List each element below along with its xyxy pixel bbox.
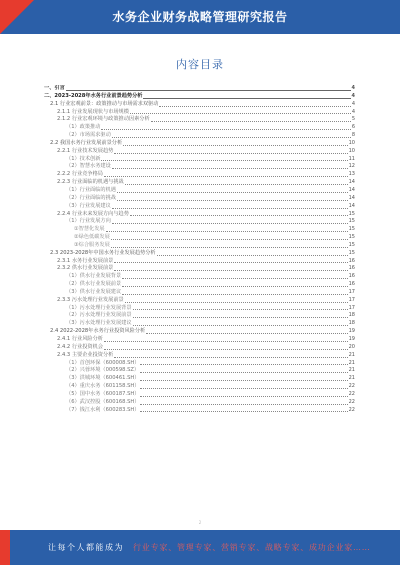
footer-accent (0, 530, 10, 565)
toc-entry-page: 20 (348, 343, 355, 350)
toc-entry-text: 2.3 2023-2028年中国水务行业发展趋势分析 (50, 249, 156, 256)
toc-entry-text: 2.4 2022-2028年水务行业投资风险分析 (50, 328, 146, 335)
table-of-contents (44, 85, 355, 515)
toc-leader-dots (146, 333, 347, 334)
toc-leader-dots (122, 278, 347, 279)
toc-leader-dots (117, 200, 348, 201)
toc-entry[interactable] (44, 407, 355, 415)
toc-entry-text: （6）武汉控股（600168.SH） (66, 398, 140, 405)
toc-entry-page: 16 (348, 265, 355, 272)
toc-entry-page: 22 (348, 406, 355, 413)
toc-entry[interactable] (44, 344, 355, 352)
toc-entry-text: （1）行业面临的机遇 (66, 186, 116, 193)
toc-entry-text: （5）国中水务（600187.SH） (66, 390, 140, 397)
toc-entry-text: （7）钱江水利（600283.SH） (66, 406, 140, 413)
toc-leader-dots (133, 309, 348, 310)
toc-entry[interactable] (44, 187, 355, 195)
toc-entry[interactable] (44, 195, 355, 203)
toc-leader-dots (104, 176, 348, 177)
page-number: 2 (198, 520, 202, 525)
toc-entry[interactable] (44, 234, 355, 242)
toc-entry-page: 10 (348, 139, 355, 146)
toc-entry-text: （1）技术创新 (66, 155, 101, 162)
toc-entry-text: ③综合服务发展 (74, 241, 110, 248)
toc-entry-text: （2）智慧水务建设 (66, 163, 111, 170)
toc-entry-text: 2.1.2 行业宏观环境与政策推动因素分析 (57, 116, 150, 123)
toc-leader-dots (133, 325, 348, 326)
toc-entry-text: ②绿色低碳发展 (74, 234, 110, 241)
toc-leader-dots (133, 317, 348, 318)
toc-entry[interactable] (44, 203, 355, 211)
toc-entry-page: 19 (348, 336, 355, 342)
toc-entry-text: （1）行业发展方向 (66, 218, 111, 225)
toc-leader-dots (140, 364, 347, 365)
toc-entry[interactable] (44, 320, 355, 328)
toc-entry[interactable] (44, 101, 355, 109)
toc-leader-dots (101, 129, 350, 130)
toc-entry-text: （1）供水行业发展背景 (66, 273, 122, 280)
toc-leader-dots (140, 372, 348, 373)
toc-entry[interactable] (44, 352, 355, 360)
toc-entry-text: 一、引言 (44, 85, 65, 91)
toc-entry-page: 13 (348, 171, 355, 178)
toc-entry[interactable] (44, 179, 355, 187)
toc-entry[interactable] (44, 297, 355, 305)
toc-leader-dots (125, 302, 348, 303)
toc-entry-text: （2）污水处理行业发展前景 (66, 312, 132, 319)
toc-entry-page: 19 (348, 328, 355, 335)
toc-leader-dots (125, 184, 348, 185)
toc-leader-dots (140, 404, 347, 405)
toc-entry[interactable] (44, 383, 355, 391)
toc-entry-page: 5 (351, 116, 355, 123)
toc-leader-dots (123, 145, 347, 146)
toc-entry-page: 21 (348, 375, 355, 382)
toc-leader-dots (143, 98, 350, 99)
toc-leader-dots (114, 357, 347, 358)
toc-entry-text: 二、2023-2028年水务行业前景趋势分析 (44, 92, 143, 99)
toc-leader-dots (159, 106, 350, 107)
toc-entry[interactable] (44, 242, 355, 250)
toc-entry[interactable] (44, 375, 355, 383)
toc-entry-text: 2.1 行业宏观前景：政策推动与市场需求双驱动 (50, 100, 159, 107)
toc-entry-page: 14 (348, 194, 355, 201)
toc-leader-dots (112, 223, 348, 224)
toc-entry-page: 15 (348, 249, 355, 256)
toc-entry-page: 15 (348, 226, 355, 233)
toc-entry-text: 2.3.2 供水行业发展前景 (57, 265, 114, 272)
toc-leader-dots (157, 255, 348, 256)
toc-entry[interactable] (44, 93, 355, 101)
toc-entry-text: 2.2.3 行业面临的机遇与挑战 (57, 179, 124, 186)
document-title: 水务企业财务战略管理研究报告 (112, 10, 288, 24)
toc-entry[interactable] (44, 281, 355, 289)
toc-entry[interactable] (44, 336, 355, 344)
toc-entry-page: 17 (348, 288, 355, 295)
toc-entry-page: 4 (351, 108, 355, 115)
toc-entry[interactable] (44, 218, 355, 226)
toc-entry-page: 8 (351, 132, 355, 139)
toc-entry-text: 2.1.1 行业发展现状与市场规模 (57, 108, 129, 115)
toc-entry-text: （1）政策推动 (66, 124, 101, 131)
toc-entry-page: 15 (348, 210, 355, 217)
toc-leader-dots (101, 160, 347, 161)
toc-leader-dots (112, 208, 348, 209)
toc-leader-dots (130, 215, 348, 216)
toc-leader-dots (122, 294, 347, 295)
toc-leader-dots (140, 396, 347, 397)
toc-entry-text: （2）市场需求驱动 (66, 132, 111, 139)
toc-entry-text: （3）供水行业发展建议 (66, 288, 122, 295)
toc-entry-text: 2.4.1 行业风险分析 (57, 336, 103, 342)
toc-entry-text: （1）首创环保（600008.SH） (66, 359, 140, 366)
toc-entry[interactable] (44, 148, 355, 156)
toc-entry-page: 10 (348, 147, 355, 154)
header-banner (0, 0, 400, 34)
toc-entry-text: 2.2 我国水务行业发展前景分析 (50, 139, 123, 146)
toc-entry-page: 17 (348, 296, 355, 303)
toc-entry-page: 21 (348, 351, 355, 358)
toc-leader-dots (151, 121, 351, 122)
toc-entry[interactable] (44, 328, 355, 336)
toc-leader-dots (114, 262, 347, 263)
footer-slogan-right: 行业专家、管理专家、营销专家、战略专家、成功企业家…… (133, 543, 371, 552)
toc-entry-page: 18 (348, 312, 355, 319)
toc-entry-text: （2）兴蓉环境（000598.SZ） (66, 367, 140, 374)
toc-entry-page: 16 (348, 273, 355, 280)
toc-entry-text: 2.4.2 行业投资机会 (57, 343, 103, 350)
toc-leader-dots (112, 137, 351, 138)
toc-leader-dots (122, 286, 347, 287)
toc-entry-page: 18 (348, 320, 355, 327)
footer-banner (0, 530, 400, 565)
toc-entry-page: 11 (348, 155, 355, 162)
toc-entry-page: 22 (348, 390, 355, 397)
toc-leader-dots (66, 90, 351, 91)
toc-entry-page: 4 (351, 100, 355, 107)
toc-entry-text: ①智慧化发展 (74, 226, 105, 233)
toc-entry-page: 21 (348, 367, 355, 374)
toc-entry-page: 21 (348, 359, 355, 366)
toc-entry-page: 22 (348, 398, 355, 405)
toc-entry[interactable] (44, 132, 355, 140)
toc-entry-text: 2.3.3 污水处理行业发展前景 (57, 296, 124, 303)
toc-entry[interactable] (44, 250, 355, 258)
toc-entry-page: 15 (348, 234, 355, 241)
toc-entry-page: 6 (351, 124, 355, 131)
toc-entry[interactable] (44, 289, 355, 297)
toc-entry-page: 4 (351, 85, 355, 91)
toc-leader-dots (114, 153, 347, 154)
toc-entry[interactable] (44, 226, 355, 234)
toc-entry-page: 15 (348, 218, 355, 225)
toc-entry-text: 2.3.1 水务行业发展前景 (57, 257, 114, 264)
toc-entry-page: 4 (351, 92, 355, 99)
toc-entry[interactable] (44, 171, 355, 179)
toc-entry-text: 2.2.4 行业未来发展方向与趋势 (57, 210, 129, 217)
toc-leader-dots (106, 231, 348, 232)
toc-heading: 内容目录 (176, 58, 224, 71)
toc-entry[interactable] (44, 391, 355, 399)
toc-entry[interactable] (44, 85, 355, 93)
toc-leader-dots (140, 411, 347, 412)
toc-entry-page: 15 (348, 241, 355, 248)
toc-leader-dots (114, 270, 347, 271)
toc-leader-dots (130, 113, 351, 114)
toc-entry-page: 16 (348, 257, 355, 264)
toc-entry-text: 2.2.1 行业技术发展趋势 (57, 147, 114, 154)
toc-entry[interactable] (44, 140, 355, 148)
toc-entry-text: （2）供水行业发展前景 (66, 281, 122, 288)
toc-entry-text: 2.2.2 行业竞争格局 (57, 171, 103, 178)
toc-entry-page: 22 (348, 383, 355, 390)
toc-leader-dots (104, 341, 348, 342)
toc-leader-dots (140, 380, 347, 381)
footer-slogan-left: 让每个人都能成为 (48, 543, 124, 552)
toc-entry-page: 17 (348, 304, 355, 311)
toc-entry[interactable] (44, 399, 355, 407)
toc-entry[interactable] (44, 273, 355, 281)
toc-entry-text: （4）重庆水务（601158.SH） (66, 383, 140, 390)
toc-leader-dots (111, 239, 348, 240)
toc-entry-page: 14 (348, 202, 355, 209)
toc-entry-page: 12 (348, 163, 355, 170)
toc-entry-page: 14 (348, 179, 355, 186)
toc-entry-text: （2）行业面临的挑战 (66, 194, 116, 201)
toc-leader-dots (112, 168, 348, 169)
toc-entry-page: 16 (348, 281, 355, 288)
toc-entry[interactable] (44, 124, 355, 132)
toc-entry-text: （3）洪城环境（600461.SH） (66, 375, 140, 382)
toc-leader-dots (140, 388, 347, 389)
toc-entry-page: 14 (348, 186, 355, 193)
toc-entry-text: （3）行业发展建议 (66, 202, 111, 209)
toc-leader-dots (104, 349, 348, 350)
toc-entry-text: 2.4.3 主要企业投资分析 (57, 351, 114, 358)
toc-leader-dots (111, 247, 348, 248)
toc-entry-text: （3）污水处理行业发展建议 (66, 320, 132, 327)
toc-entry-text: （1）污水处理行业发展背景 (66, 304, 132, 311)
toc-leader-dots (117, 192, 348, 193)
